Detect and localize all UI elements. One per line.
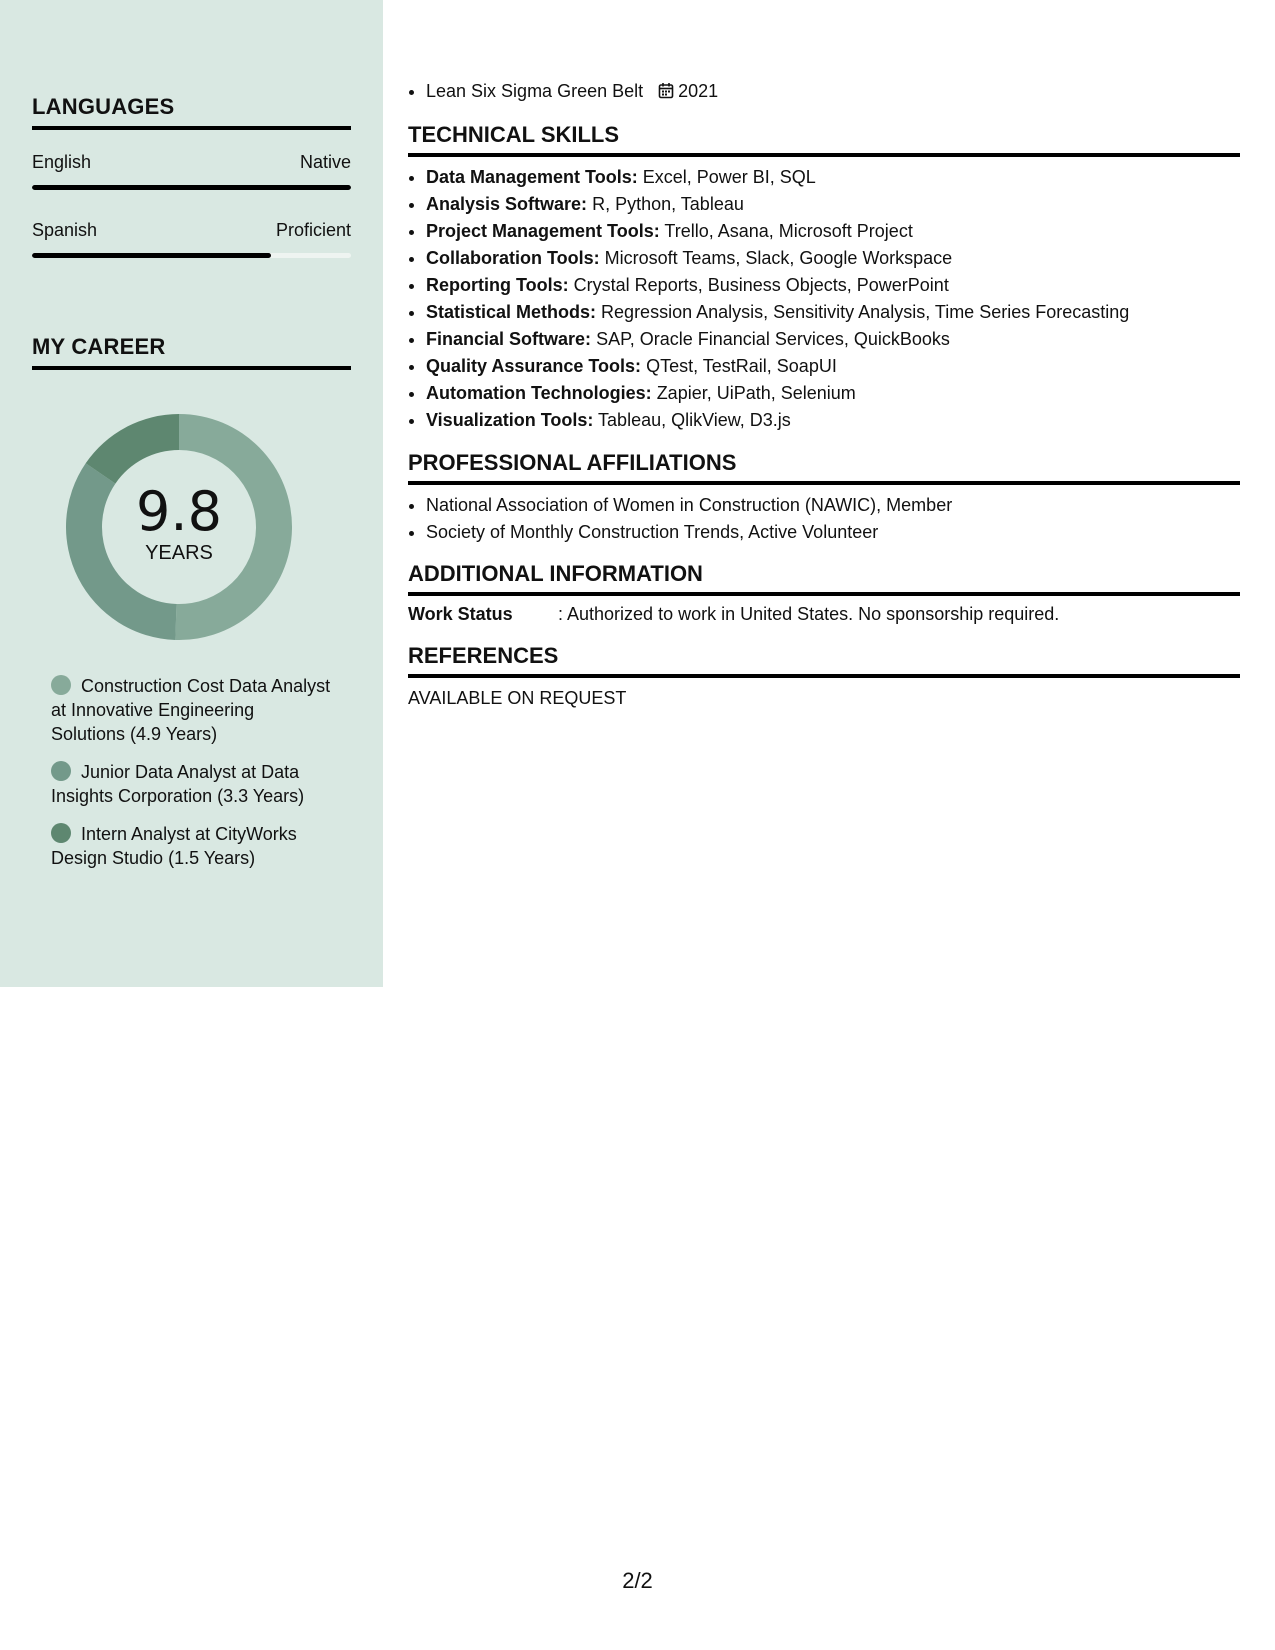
skill-item [426, 326, 1240, 353]
skill-item [426, 245, 1240, 272]
skill-label: Collaboration Tools: [426, 248, 600, 268]
career-heading: MY CAREER [32, 334, 351, 370]
skill-label: Data Management Tools: [426, 167, 638, 187]
references-text: AVAILABLE ON REQUEST [408, 688, 627, 708]
additional-info-heading: ADDITIONAL INFORMATION [408, 561, 1240, 596]
career-legend-label: Construction Cost Data Analyst at Innovative Engineering Solutions (4.9 Years) [51, 676, 331, 744]
skill-value: Excel, Power BI, SQL [642, 167, 816, 187]
skill-value: Zapier, UiPath, Selenium [656, 383, 856, 403]
affiliations-list [408, 492, 1240, 546]
affiliation-item: • National Association of Women in Construction (NAWIC), Member [426, 492, 1240, 519]
career-legend-label: Intern Analyst at CityWorks Design Studio (1.5 Years) [51, 824, 297, 868]
language-proficiency-fill [32, 253, 271, 258]
certification-list [408, 78, 1226, 107]
career-donut-chart [66, 414, 292, 640]
skill-label: Reporting Tools: [426, 275, 569, 295]
skill-label: Financial Software: [426, 329, 592, 349]
references-section [408, 643, 1240, 709]
skill-value: Crystal Reports, Business Objects, PowerPoint [573, 275, 949, 295]
skill-value: QTest, TestRail, SoapUI [646, 356, 837, 376]
skill-label: Visualization Tools: [426, 410, 594, 430]
references-heading: REFERENCES [408, 643, 1240, 678]
work-status-label: Work Status [408, 604, 513, 624]
skill-item [426, 164, 1240, 191]
skill-item [426, 299, 1240, 326]
skill-value: SAP, Oracle Financial Services, QuickBooks [596, 329, 950, 349]
skill-item [426, 218, 1240, 245]
skill-value: Microsoft Teams, Slack, Google Workspace [604, 248, 953, 268]
affiliations-heading: PROFESSIONAL AFFILIATIONS [408, 450, 1240, 485]
language-name: Spanish [32, 220, 98, 240]
language-level: Proficient [275, 220, 351, 240]
language-row-english [32, 152, 351, 173]
certification-year: 2021 [678, 81, 719, 101]
total-years-unit: YEARS [145, 541, 213, 564]
calendar-icon [658, 80, 674, 107]
skill-item [426, 272, 1240, 299]
work-status-row [408, 604, 1240, 625]
certification-item [426, 78, 1226, 107]
language-proficiency-bar [32, 253, 351, 258]
skill-value: R, Python, Tableau [592, 194, 744, 214]
skill-item [426, 191, 1240, 218]
language-name: English [32, 152, 92, 172]
career-legend-item [51, 760, 331, 808]
languages-section [32, 94, 351, 258]
work-status-value: : Authorized to work in United States. No sponsorship required. [558, 604, 1060, 624]
skill-value: Trello, Asana, Microsoft Project [664, 221, 913, 241]
career-section [32, 334, 351, 370]
skill-item [426, 380, 1240, 407]
language-proficiency-fill [32, 185, 351, 190]
language-row-spanish [32, 220, 351, 241]
affiliations-section [408, 450, 1240, 546]
skill-item [426, 353, 1240, 380]
career-legend-label: Junior Data Analyst at Data Insights Corporation (3.3 Years) [51, 762, 305, 806]
technical-skills-section [408, 122, 1240, 434]
skill-label: Automation Technologies: [426, 383, 652, 403]
career-legend-item [51, 822, 331, 870]
skill-value: Regression Analysis, Sensitivity Analysis, Time Series Forecasting [601, 302, 1130, 322]
languages-heading: LANGUAGES [32, 94, 351, 130]
legend-dot-icon [51, 823, 71, 843]
skill-label: Analysis Software: [426, 194, 588, 214]
language-proficiency-bar [32, 185, 351, 190]
certification-name: Lean Six Sigma Green Belt [426, 81, 644, 101]
skill-label: Quality Assurance Tools: [426, 356, 642, 376]
career-legend [51, 674, 331, 884]
additional-info-section [408, 561, 1240, 625]
career-legend-item [51, 674, 331, 746]
page-number: 2/2 [622, 1568, 653, 1593]
sidebar [0, 0, 383, 987]
donut-center [66, 414, 292, 640]
affiliation-item: • Society of Monthly Construction Trends, Active Volunteer [426, 519, 1240, 546]
technical-skills-list [408, 164, 1240, 434]
legend-dot-icon [51, 675, 71, 695]
skill-item [426, 407, 1240, 434]
skill-value: Tableau, QlikView, D3.js [598, 410, 791, 430]
technical-skills-heading: TECHNICAL SKILLS [408, 122, 1240, 157]
language-level: Native [299, 152, 351, 172]
total-years-value: 9.8 [136, 479, 222, 543]
skill-label: Statistical Methods: [426, 302, 597, 322]
legend-dot-icon [51, 761, 71, 781]
skill-label: Project Management Tools: [426, 221, 660, 241]
